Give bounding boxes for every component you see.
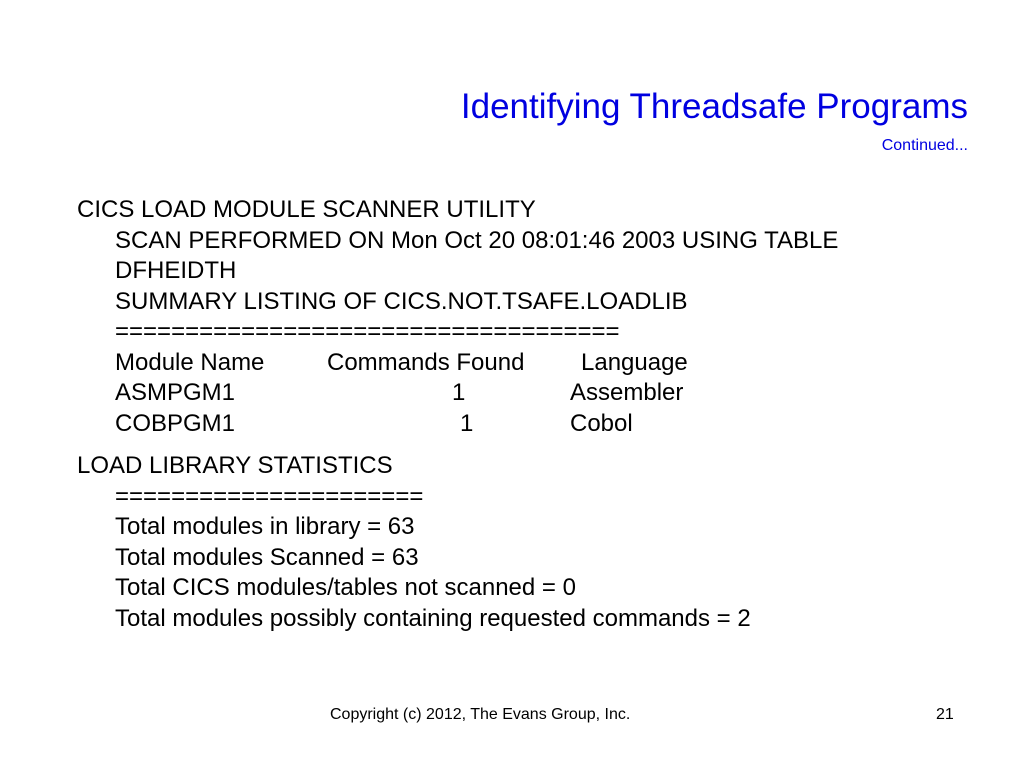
footer-copyright: Copyright (c) 2012, The Evans Group, Inc. — [330, 706, 631, 723]
scan-info-table-name: DFHEIDTH — [115, 257, 237, 284]
language-cell: Assembler — [570, 379, 684, 406]
scan-info-line: SCAN PERFORMED ON Mon Oct 20 08:01:46 2003 USING TABLE — [115, 226, 839, 254]
separator-line: ====================== — [115, 482, 424, 510]
stat-line: Total CICS modules/tables not scanned = 0 — [115, 574, 576, 601]
stat-line: Total modules Scanned = 63 — [115, 543, 419, 571]
language-cell: Cobol — [570, 409, 633, 437]
summary-listing-line: SUMMARY LISTING OF CICS.NOT.TSAFE.LOADLIB — [115, 287, 688, 315]
commands-found-cell: 1 — [460, 409, 474, 437]
stat-line: Total modules in library = 63 — [115, 513, 415, 540]
separator-line: ==================================== — [115, 318, 620, 345]
column-header-module-name: Module Name — [115, 348, 265, 376]
column-header-commands-found: Commands Found — [327, 348, 525, 376]
module-name-cell: ASMPGM1 — [115, 379, 236, 406]
slide-subtitle: Continued... — [881, 137, 968, 154]
column-header-language: Language — [581, 348, 688, 376]
stat-line: Total modules possibly containing requested commands = 2 — [115, 604, 751, 632]
slide-page-number: 21 — [936, 706, 954, 723]
slide-title: Identifying Threadsafe Programs — [460, 87, 968, 126]
slide-content — [77, 195, 997, 634]
scanner-heading: CICS LOAD MODULE SCANNER UTILITY — [77, 196, 536, 223]
statistics-heading: LOAD LIBRARY STATISTICS — [77, 452, 393, 479]
table-row — [77, 409, 997, 440]
table-row — [77, 378, 997, 409]
module-table-header — [77, 348, 997, 379]
commands-found-cell: 1 — [452, 379, 466, 406]
module-name-cell: COBPGM1 — [115, 409, 236, 437]
